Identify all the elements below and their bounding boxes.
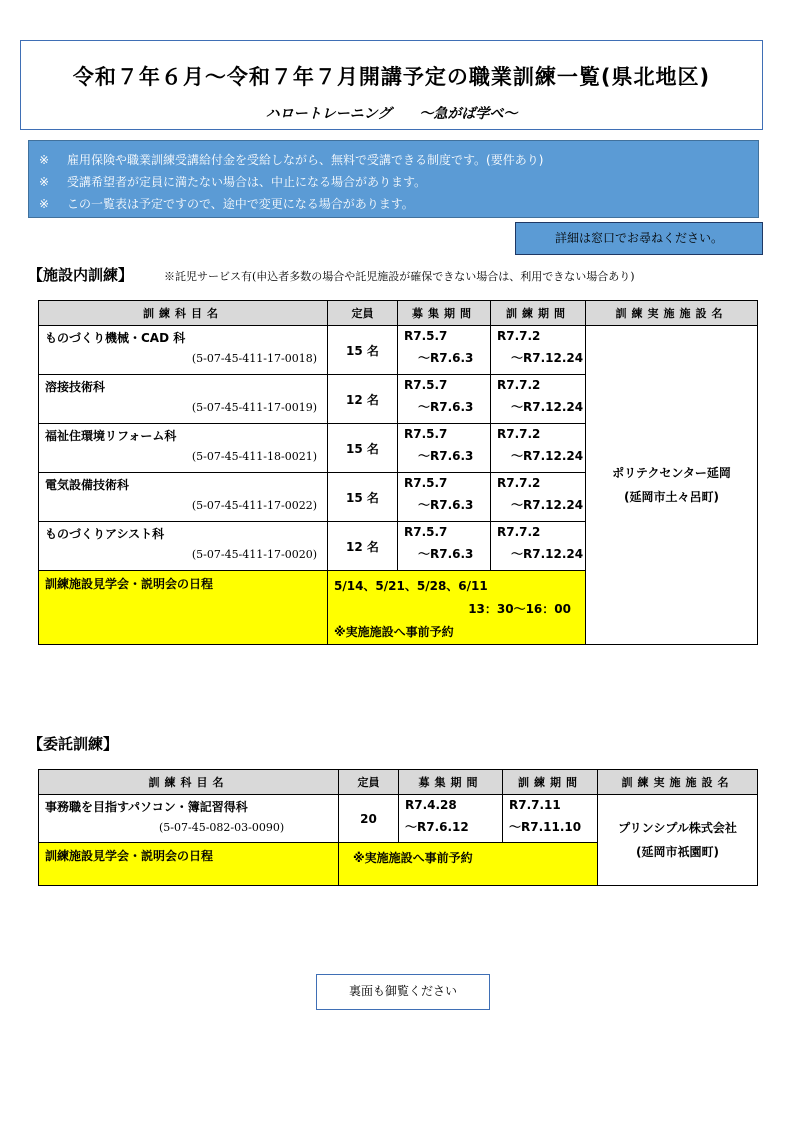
course-name: 事務職を目指すパソコン・簿記習得科 <box>45 800 248 814</box>
tour-time: 13：30～16：00 <box>468 602 571 616</box>
table-row <box>39 326 758 375</box>
detail-note: 詳細は窓口でお尋ねください。 <box>515 222 763 255</box>
facility-location: (延岡市土々呂町) <box>624 490 719 504</box>
course-code: (5-07-45-411-17-0020) <box>191 548 317 561</box>
recruit-period: R7.5.7 ～R7.6.3 <box>398 522 491 571</box>
recruit-period: R7.4.28 ～R7.6.12 <box>399 795 503 843</box>
capacity: 15 名 <box>328 326 398 375</box>
notice-line: ※ 受講希望者が定員に満たない場合は、中止になる場合があります。 <box>39 175 427 189</box>
course-code: (5-07-45-411-17-0019) <box>191 401 317 414</box>
training-period: R7.7.2 ～R7.12.24 <box>491 522 586 571</box>
training-period: R7.7.2 ～R7.12.24 <box>491 326 586 375</box>
col-header: 訓練実施施設名 <box>598 770 758 795</box>
page-subtitle: ハロートレーニング ～急がば学べ～ <box>265 106 518 122</box>
capacity: 12 名 <box>328 522 398 571</box>
capacity: 15 名 <box>328 473 398 522</box>
recruit-period: R7.5.7 ～R7.6.3 <box>398 375 491 424</box>
course-name: 溶接技術科 <box>45 380 106 394</box>
facility-name: プリンシプル株式会社 <box>618 821 737 835</box>
section-label-consigned: 【委託訓練】 <box>28 735 119 753</box>
col-header: 訓練期間 <box>491 301 586 326</box>
course-code: (5-07-45-411-17-0018) <box>191 352 317 365</box>
course-code: (5-07-45-411-17-0022) <box>191 499 317 512</box>
training-period: R7.7.2 ～R7.12.24 <box>491 424 586 473</box>
notice-line: ※ この一覧表は予定ですので、途中で変更になる場合があります。 <box>39 197 414 211</box>
table-header-row <box>39 301 758 326</box>
recruit-period: R7.5.7 ～R7.6.3 <box>398 326 491 375</box>
tour-note: ※実施施設へ事前予約 <box>339 843 598 886</box>
page-title: 令和７年６月～令和７年７月開講予定の職業訓練一覧(県北地区) <box>72 65 711 89</box>
course-code: (5-07-45-411-18-0021) <box>191 450 317 463</box>
tour-dates: 5/14、5/21、5/28、6/11 <box>334 579 488 593</box>
col-header: 訓練科目名 <box>39 301 328 326</box>
tour-info <box>328 571 586 645</box>
facility-name-cell <box>586 326 758 645</box>
col-header: 募集期間 <box>399 770 503 795</box>
tour-label: 訓練施設見学会・説明会の日程 <box>39 843 339 886</box>
facility-location: (延岡市祇園町) <box>636 845 719 859</box>
section-label-facility: 【施設内訓練】 <box>28 266 134 284</box>
col-header: 訓練期間 <box>503 770 598 795</box>
col-header: 訓練科目名 <box>39 770 339 795</box>
col-header: 定員 <box>339 770 399 795</box>
recruit-period: R7.5.7 ～R7.6.3 <box>398 473 491 522</box>
facility-name: ポリテクセンター延岡 <box>612 466 731 480</box>
consigned-training-table <box>38 769 758 886</box>
title-box <box>20 40 763 130</box>
footer-note: 裏面も御覧ください <box>316 974 490 1010</box>
course-name: ものづくりアシスト科 <box>45 527 165 541</box>
table-header-row <box>39 770 758 795</box>
col-header: 募集期間 <box>398 301 491 326</box>
col-header: 定員 <box>328 301 398 326</box>
tour-note: ※実施施設へ事前予約 <box>334 625 454 639</box>
capacity: 12 名 <box>328 375 398 424</box>
facility-training-table <box>38 300 758 645</box>
notice-box <box>28 140 759 218</box>
course-code: (5-07-45-082-03-0090) <box>159 821 285 834</box>
recruit-period: R7.5.7 ～R7.6.3 <box>398 424 491 473</box>
training-period: R7.7.11 ～R7.11.10 <box>503 795 598 843</box>
childcare-note: ※託児サービス有(申込者多数の場合や託児施設が確保できない場合は、利用できない場合あり) <box>164 270 635 283</box>
training-period: R7.7.2 ～R7.12.24 <box>491 375 586 424</box>
capacity: 20 <box>339 795 399 843</box>
training-period: R7.7.2 ～R7.12.24 <box>491 473 586 522</box>
notice-line: ※ 雇用保険や職業訓練受講給付金を受給しながら、無料で受講できる制度です。(要件あり) <box>39 153 544 167</box>
facility-name-cell <box>598 795 758 886</box>
course-name: ものづくり機械・CAD 科 <box>45 331 186 345</box>
tour-label: 訓練施設見学会・説明会の日程 <box>39 571 328 645</box>
course-name: 電気設備技術科 <box>45 478 130 492</box>
table-row <box>39 795 758 843</box>
capacity: 15 名 <box>328 424 398 473</box>
col-header: 訓練実施施設名 <box>586 301 758 326</box>
course-name: 福祉住環境リフォーム科 <box>45 429 177 443</box>
